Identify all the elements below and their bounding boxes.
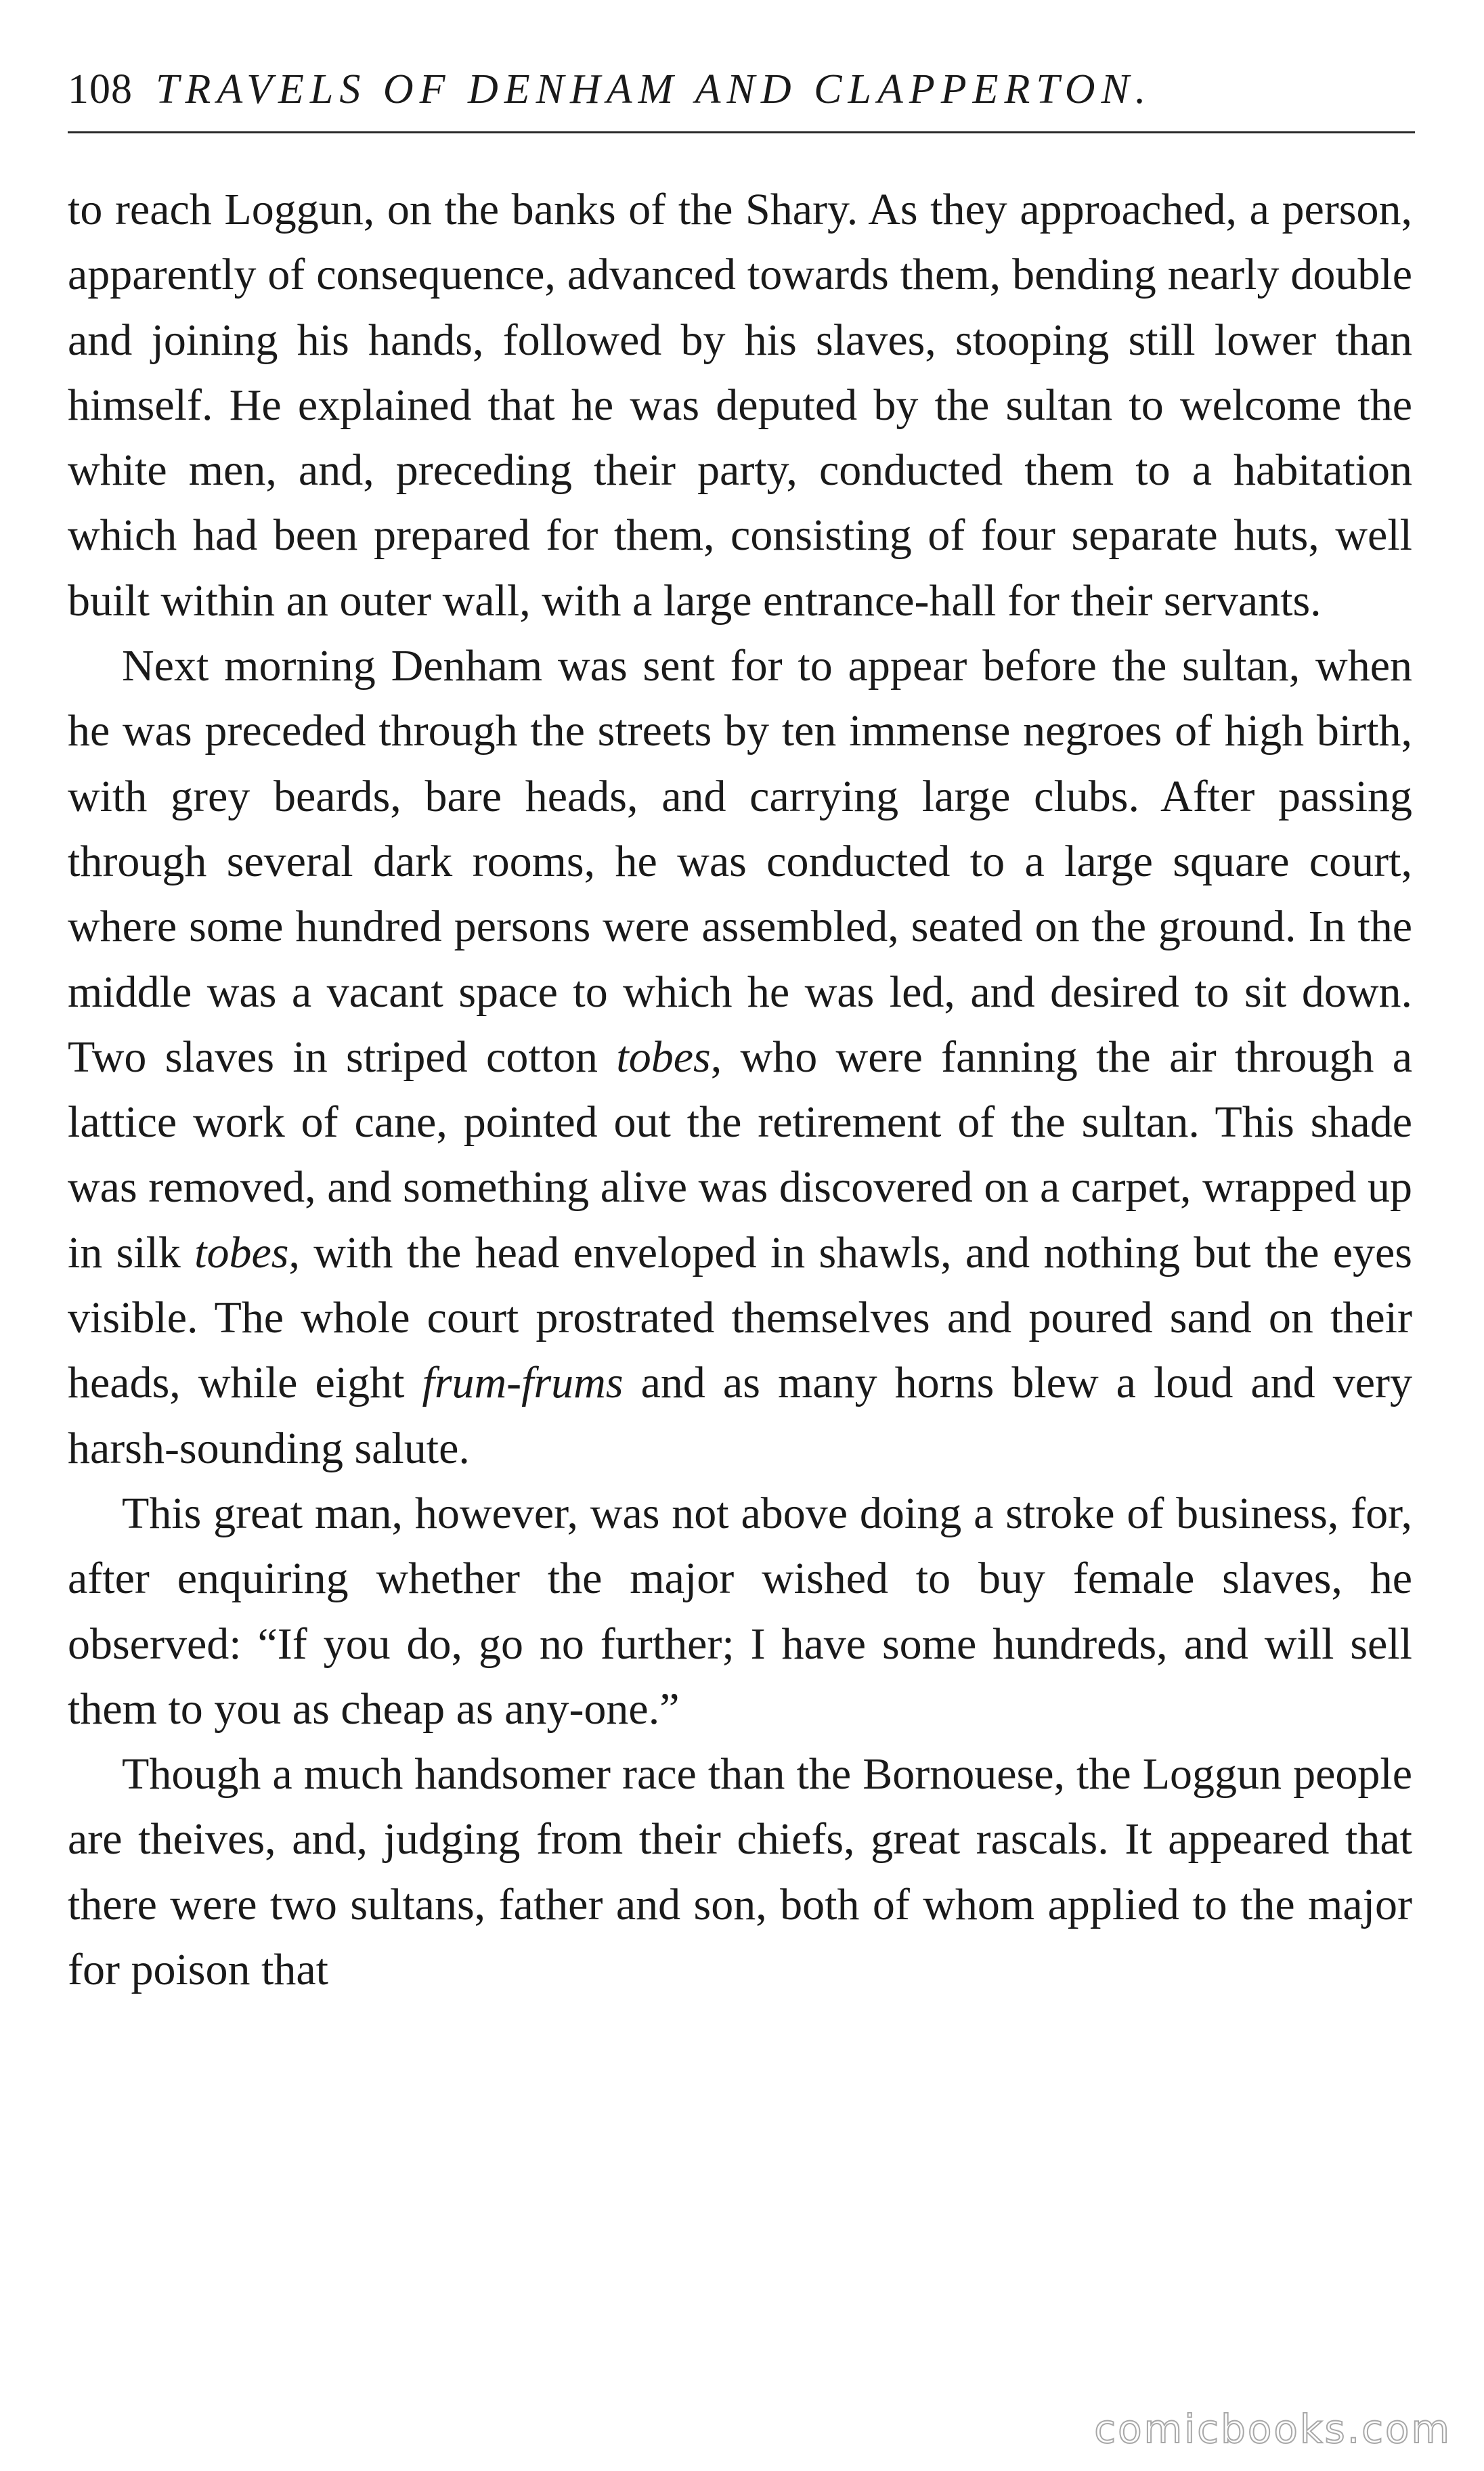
paragraph-4 [68,1742,1412,2003]
text-run: , who were fanning the air through a lattice work of cane, pointed out the retirement of the sultan. This shade was removed, and something alive was discovered on a carpet, wrapped up in silk [68,1032,1412,1277]
paragraph-1 [68,177,1412,634]
text-run: and as many horns blew a loud and very harsh-sounding salute. [68,1358,1412,1473]
page-number: 108 [68,66,133,112]
text-run: Next morning Denham was sent for to appear before the sultan, when he was preceded through the streets by ten immense negroes of high birth, with grey beards, bare heads, and carrying large clubs. After passing through several dark rooms, he was conducted to a large square court, where some hundred persons were assembled, seated on the ground. In the middle was a vacant space to which he was led, and desired to sit down. Two slaves in striped cotton [68,641,1412,1082]
page-header [68,62,1415,116]
text-run: This great man, however, was not above doing a stroke of business, for, after enquiring whether the major wished to buy female slaves, he observed: “If you do, go no further; I have some hundreds, and will sell them to you as cheap as any-one.” [68,1488,1412,1734]
paragraph-2 [68,634,1412,1481]
italic-term: tobes [194,1227,289,1277]
paragraph-3 [68,1481,1412,1742]
body-text [68,177,1412,2003]
text-run: to reach Loggun, on the banks of the Shary. As they approached, a person, apparently of consequence, advanced towards them, bending nearly double and joining his hands, followed by his slaves, stooping still lower than himself. He explained that he was deputed by the sultan to welcome the white men, and, preceding their party, conducted them to a habitation which had been prepared for them, consisting of four separate huts, well built within an outer wall, with a large entrance-hall for their servants. [68,185,1412,626]
running-title: TRAVELS OF DENHAM AND CLAPPERTON. [156,66,1152,112]
watermark-logo: comicbooks.com [1094,2406,1452,2452]
header-rule [68,131,1415,133]
text-run: Though a much handsomer race than the Bornouese, the Loggun people are theives, and, judging from their chiefs, great rascals. It appeared that there were two sultans, father and son, both of whom applied to the major for poison that [68,1749,1412,1995]
italic-term: tobes [616,1032,711,1082]
text-run: , with the head enveloped in shawls, and nothing but the eyes visible. The whole court prostrated themselves and poured sand on their heads, while eight [68,1227,1412,1408]
italic-term: frum-frums [422,1358,624,1408]
